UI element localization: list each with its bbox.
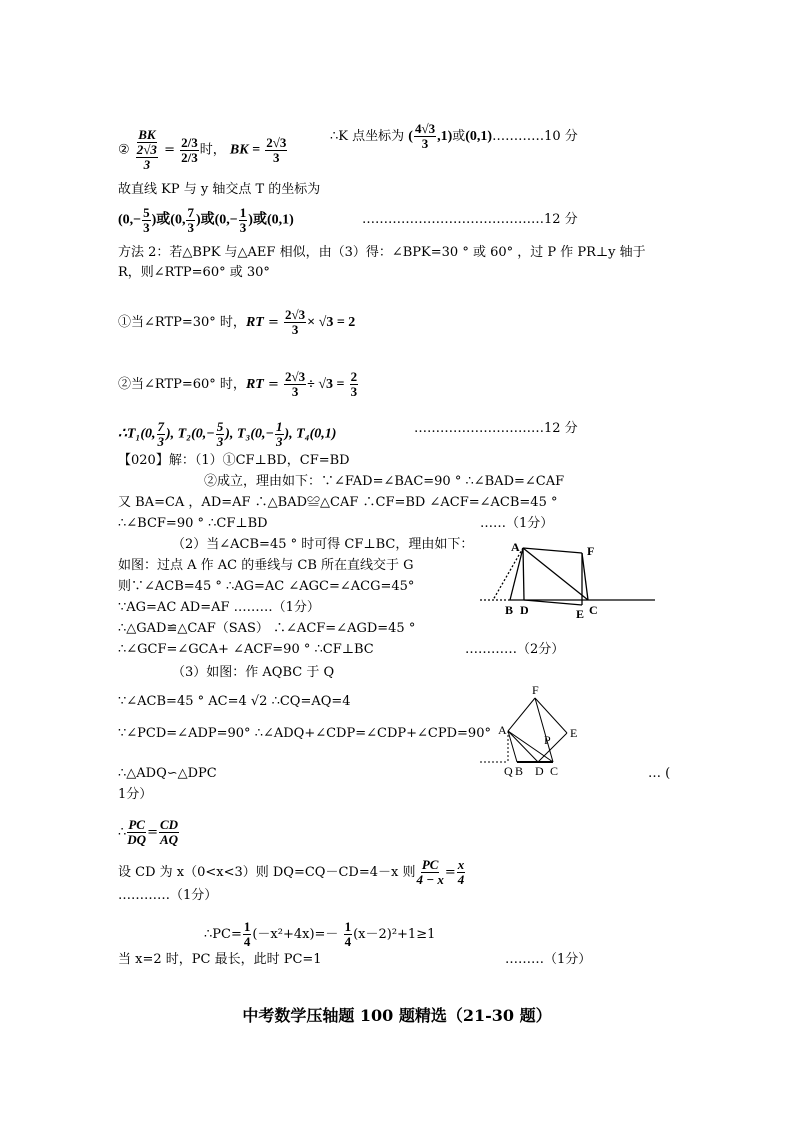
- figure-2: [480, 698, 567, 762]
- label-b: B: [515, 764, 524, 778]
- numerator: 2/3: [181, 134, 198, 150]
- numerator: BK: [138, 127, 156, 142]
- text: ), T₄(0,1): [284, 426, 337, 442]
- label-a: A: [511, 540, 520, 554]
- denominator: 4: [457, 872, 465, 887]
- bk-label: BK =: [229, 142, 261, 158]
- text-line: 如图：过点 A 作 AC 的垂线与 CB 所在直线交于 G: [118, 558, 414, 573]
- numerator: 4√3: [414, 121, 436, 136]
- text-line: 方法 2：若△BPK 与△AEF 相似，由（3）得：∠BPK=30 ° 或 60° ，过 P 作 PR⊥y 轴于: [118, 245, 646, 260]
- score: …………………………12 分: [414, 421, 578, 436]
- numerator: 1: [239, 205, 247, 220]
- numerator: CD: [159, 817, 179, 832]
- denominator: 3: [157, 434, 165, 449]
- denominator: AQ: [159, 832, 179, 847]
- text: )或(0,−: [195, 212, 238, 228]
- label-f: F: [587, 544, 595, 558]
- text-line: ∴∠GCF=∠GCA+ ∠ACF=90 ° ∴CF⊥BC: [118, 642, 374, 657]
- denominator: 3: [291, 322, 299, 337]
- equals: =: [267, 315, 279, 330]
- label-p: P: [544, 733, 551, 747]
- numerator: 7: [157, 419, 165, 434]
- text-line: ②成立，理由如下：∵∠FAD=∠BAC=90 ° ∴∠BAD=∠CAF: [204, 474, 565, 489]
- numerator: 2: [350, 369, 358, 384]
- score: … (: [648, 766, 671, 781]
- denominator: 3: [187, 220, 194, 235]
- label-b: B: [505, 603, 514, 617]
- line-ed: [538, 733, 567, 762]
- numerator: PC: [128, 817, 145, 832]
- text: ∴: [118, 825, 127, 840]
- line-de: [524, 600, 582, 605]
- text: (x－2)²+1≥1: [353, 927, 436, 942]
- label-a: A: [498, 723, 507, 737]
- denominator: 3: [216, 434, 224, 449]
- text: ÷ √3 =: [307, 377, 345, 392]
- equals: =: [164, 142, 175, 158]
- line-fc: [582, 553, 588, 600]
- label-e: E: [576, 607, 585, 621]
- text-line: ∵AG=AC AD=AF ………（1分）: [118, 600, 320, 615]
- label-d: D: [535, 764, 544, 778]
- denominator: 4 − x: [416, 872, 444, 887]
- line-ac: [523, 548, 588, 600]
- label-c: C: [589, 603, 598, 617]
- text: ), T₃(0,−: [225, 426, 275, 442]
- label-c: C: [550, 764, 559, 778]
- section-title: 中考数学压轴题 100 题精选（21-30 题）: [242, 1006, 552, 1025]
- text-line: R，则∠RTP=60° 或 30°: [118, 265, 270, 280]
- score: ……………………………………12 分: [362, 212, 578, 227]
- numerator: 2√3: [285, 307, 306, 322]
- numerator: 5: [216, 419, 224, 434]
- text-line: 1分）: [118, 787, 153, 802]
- label-q: Q: [504, 764, 513, 778]
- text-line: 当 x=2 时，PC 最长，此时 PC=1: [118, 952, 322, 967]
- line-af: [508, 698, 535, 731]
- numerator: 1: [344, 919, 352, 934]
- text-line: （3）如图：作 AQBC 于 Q: [172, 665, 335, 680]
- rt-label: RT: [245, 315, 264, 330]
- denominator: 4: [243, 934, 251, 949]
- figure-2-labels: [498, 683, 577, 778]
- text: × √3 = 2: [307, 315, 356, 330]
- text-line: ∵∠ACB=45 ° AC=4 √2 ∴CQ=AQ=4: [118, 694, 351, 709]
- denominator: 3: [273, 149, 280, 165]
- numerator: 5: [143, 205, 150, 220]
- text-line: （2）当∠ACB=45 ° 时可得 CF⊥BC，理由如下：: [172, 537, 474, 552]
- score: ……（1分）: [480, 516, 554, 531]
- text-line: ∴∠BCF=90 ° ∴CF⊥BD: [118, 516, 268, 531]
- figure-1-labels: [505, 540, 598, 621]
- text-line: 又 BA=CA ，AD=AF ∴△BAD≌△CAF ∴CF=BD ∠ACF=∠ACB=45 °: [118, 495, 558, 510]
- text: 时，: [199, 142, 226, 158]
- text: ∴T₁(0,: [118, 426, 156, 442]
- score: ………（1分）: [505, 952, 592, 967]
- text: 设 CD 为 x（0<x<3）则 DQ=CQ－CD=4－x 则: [118, 865, 416, 880]
- numerator: 1: [243, 919, 251, 934]
- text: 或: [452, 129, 466, 144]
- circled-two: ②: [118, 142, 130, 158]
- dotted-ag: [493, 548, 523, 600]
- text-line: ∵∠PCD=∠ADP=90° ∴∠ADQ+∠CDP=∠CDP+∠CPD=90°: [118, 726, 491, 741]
- numerator: 2√3: [136, 142, 157, 157]
- equals: =: [267, 377, 279, 392]
- text: ①当∠RTP=30° 时，: [118, 315, 246, 330]
- denominator: 3: [350, 384, 358, 399]
- text: (0,−: [118, 212, 142, 228]
- text: ②当∠RTP=60° 时，: [118, 377, 246, 392]
- point: (0,1): [465, 129, 493, 144]
- text-line: ∴△ADQ∽△DPC: [118, 766, 217, 781]
- line-ad: [523, 548, 524, 600]
- numerator: 2√3: [285, 369, 306, 384]
- text: )或(0,: [151, 212, 186, 228]
- text-line: 【020】解：（1）①CF⊥BD，CF=BD: [118, 453, 350, 468]
- denominator: 3: [239, 220, 247, 235]
- text-line: 则∵∠ACB=45 ° ∴AG=AC ∠AGC=∠ACG=45°: [118, 579, 415, 594]
- score: …………（2分）: [465, 642, 565, 657]
- numerator: x: [457, 857, 465, 872]
- denominator: 3: [143, 220, 150, 235]
- denominator: DQ: [127, 832, 147, 847]
- label-f: F: [532, 683, 539, 697]
- score: …………（1分）: [118, 888, 218, 903]
- text: ), T₂(0,−: [166, 426, 215, 442]
- equals: =: [147, 825, 158, 840]
- paren: ,1): [437, 129, 453, 144]
- equals: =: [444, 865, 456, 880]
- label-e: E: [570, 726, 578, 740]
- text: (－x²+4x)=－: [252, 927, 339, 942]
- numerator: 7: [187, 205, 194, 220]
- text: ∴K 点坐标为: [330, 129, 405, 144]
- score: …………10 分: [492, 129, 578, 144]
- numerator: PC: [421, 857, 439, 872]
- text-line: 故直线 KP 与 y 轴交点 T 的坐标为: [118, 182, 321, 197]
- numerator: 1: [276, 419, 283, 434]
- rt-label: RT: [245, 377, 264, 392]
- denominator: 3: [291, 384, 299, 399]
- denominator: 3: [276, 434, 283, 449]
- figure-1: [480, 548, 655, 605]
- text-line: ∴△GAD≌△CAF（SAS） ∴∠ACF=∠AGD=45 °: [118, 621, 416, 636]
- denominator: 3: [143, 157, 151, 172]
- text: )或(0,1): [248, 212, 294, 228]
- line-ab: [510, 548, 523, 600]
- line-af: [523, 548, 582, 553]
- denominator: 2/3: [181, 149, 198, 165]
- numerator: 2√3: [266, 134, 287, 150]
- denominator: 3: [421, 136, 429, 151]
- denominator: 4: [344, 934, 352, 949]
- paren: (: [408, 129, 413, 144]
- label-d: D: [520, 603, 529, 617]
- text: ∴PC=: [204, 927, 242, 942]
